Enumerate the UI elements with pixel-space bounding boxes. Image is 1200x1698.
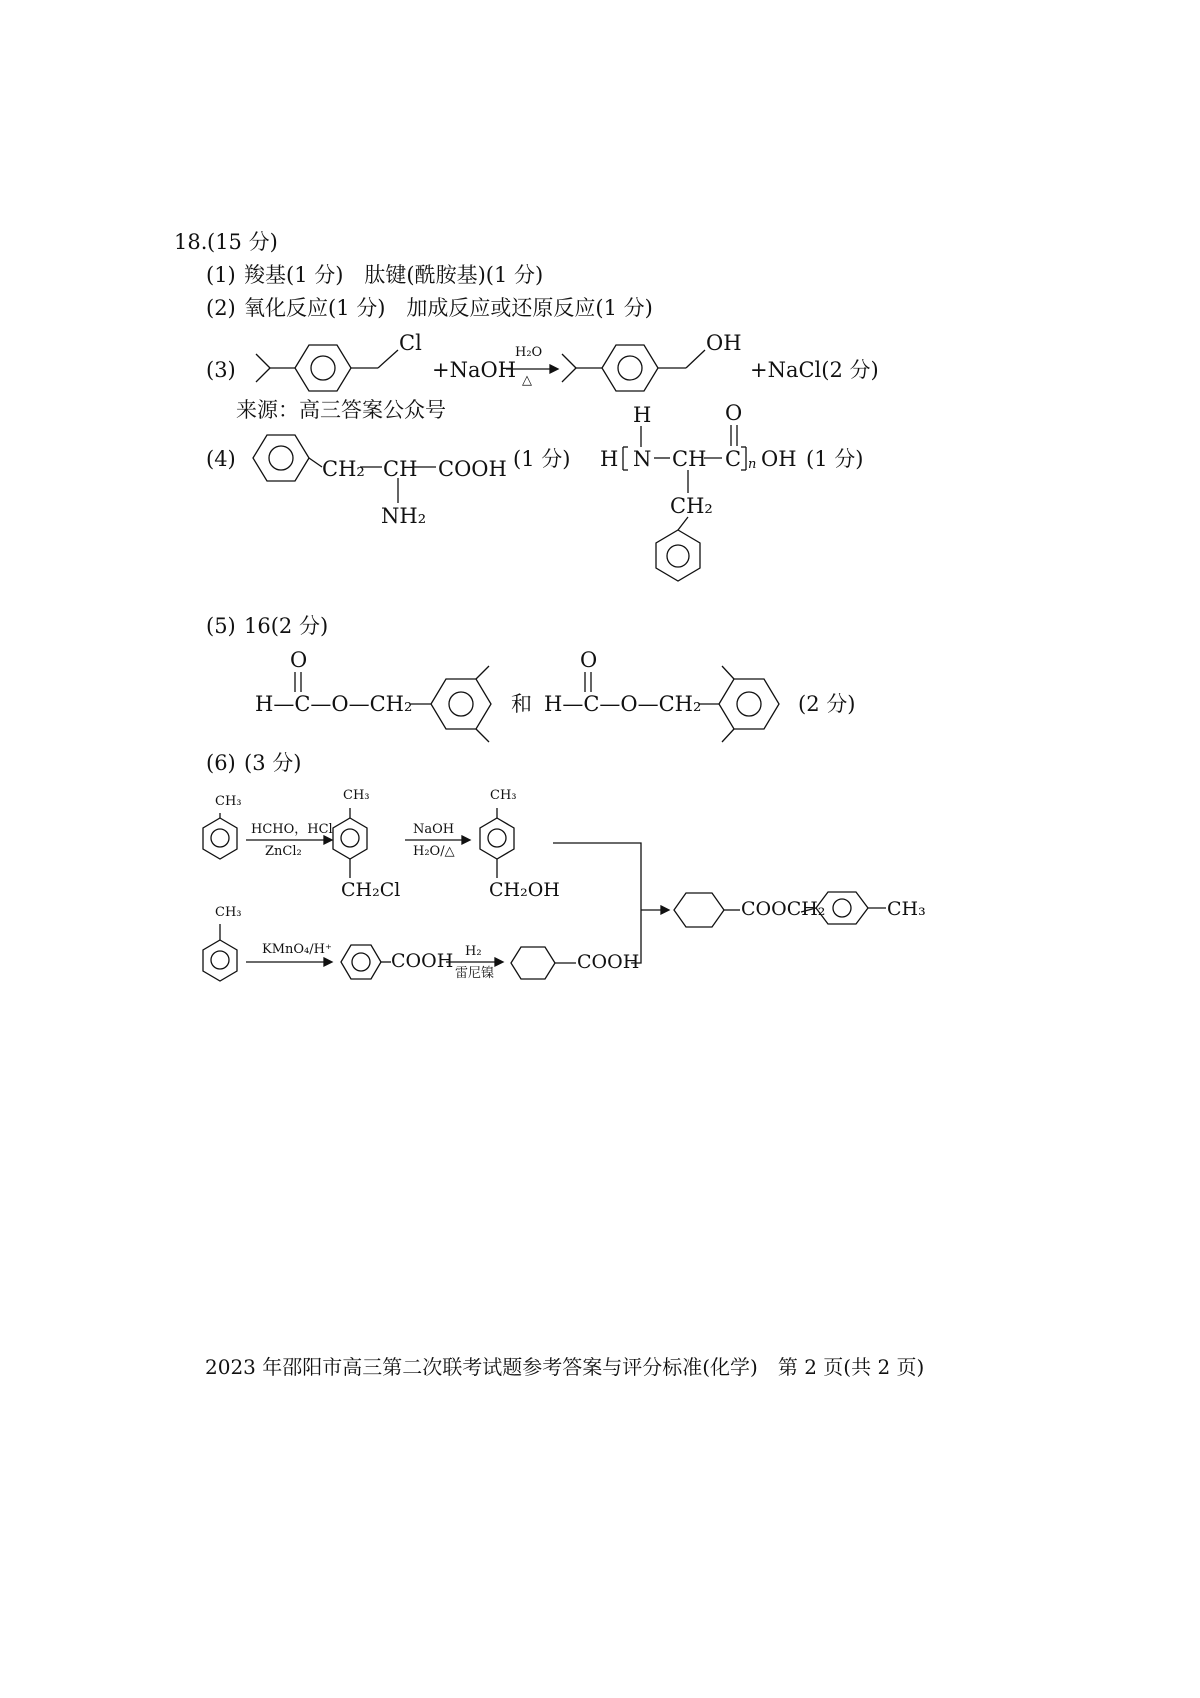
part-4-ch2-side: CH₂ <box>670 494 713 518</box>
part-3-product: +NaCl(2 分) <box>750 358 879 382</box>
part-5-count: 16(2 分) <box>244 614 329 638</box>
part-6-score: (3 分) <box>244 751 302 775</box>
part-3-cl: Cl <box>399 331 422 355</box>
part-6-final-ch3: CH₃ <box>887 898 926 920</box>
part-5-o-1: O <box>290 648 308 672</box>
part-4-ch-poly: CH <box>672 447 707 471</box>
part-3-reagent: +NaOH <box>432 358 517 382</box>
part-5-ester-1: H—C—O—CH₂ <box>255 692 413 716</box>
part-6-condition-a-top: HCHO，HCl <box>251 822 333 837</box>
part-6-ch3-d: CH₃ <box>215 905 242 920</box>
part-5-o-2: O <box>580 648 598 672</box>
part-3-label: (3) <box>206 358 236 382</box>
part-4-n: N <box>633 447 652 471</box>
question-points: (15 分) <box>207 230 278 254</box>
part-6-final-ester: COOCH₂ <box>741 898 826 920</box>
part-4-cooh: COOH <box>438 457 507 481</box>
part-4-score-2: (1 分) <box>806 447 864 471</box>
part-6-label: (6) <box>206 751 236 775</box>
part-6-condition-a-bottom: ZnCl₂ <box>265 844 302 859</box>
part-4-label: (4) <box>206 447 236 471</box>
part-6-ch3-b: CH₃ <box>343 788 370 803</box>
part-3-condition-top: H₂O <box>515 345 543 360</box>
part-5-label: (5) <box>206 614 236 638</box>
part-4-oh: OH <box>761 447 797 471</box>
part-6-cooh-1: COOH <box>391 950 454 972</box>
part-4-score-1: (1 分) <box>513 447 571 471</box>
part-4-h-top: H <box>633 403 652 427</box>
part-4-n-subscript: n <box>748 457 757 472</box>
part-6-ch2cl: CH₂Cl <box>341 879 401 901</box>
question-number: 18. <box>174 230 208 254</box>
part-1-label: (1) <box>206 263 236 287</box>
part-6-condition-b-bottom: H₂O/△ <box>413 844 455 859</box>
part-4-nh2: NH₂ <box>381 504 427 528</box>
part-4-h-left: H <box>600 447 619 471</box>
part-2-text: 氧化反应(1 分) 加成反应或还原反应(1 分) <box>244 296 653 320</box>
part-1-text: 羧基(1 分) 肽键(酰胺基)(1 分) <box>244 263 544 287</box>
page-footer: 2023 年邵阳市高三第二次联考试题参考答案与评分标准(化学) 第 2 页(共 2 页) <box>205 1355 925 1379</box>
part-4-o-top: O <box>725 401 743 425</box>
part-4-ch2: CH₂ <box>322 457 365 481</box>
part-4-ch: CH <box>383 457 418 481</box>
part-3-oh: OH <box>706 331 742 355</box>
part-5-and: 和 <box>511 692 532 716</box>
part-4-c: C <box>725 447 742 471</box>
part-6-condition-d-bottom: 雷尼镍 <box>455 966 495 981</box>
part-6-cooh-2: COOH <box>577 951 640 973</box>
part-6-ch2oh: CH₂OH <box>489 879 560 901</box>
source-note: 来源：高三答案公众号 <box>236 398 446 422</box>
part-5-ester-2: H—C—O—CH₂ <box>544 692 702 716</box>
part-6-ch3-c: CH₃ <box>490 788 517 803</box>
part-3-condition-bottom: △ <box>522 373 532 388</box>
part-6-condition-c-top: KMnO₄/H⁺ <box>262 942 332 957</box>
part-6-condition-b-top: NaOH <box>413 822 455 837</box>
part-6-ch3-a: CH₃ <box>215 794 242 809</box>
part-2-label: (2) <box>206 296 236 320</box>
part-6-condition-d-top: H₂ <box>465 944 482 959</box>
part-5-score: (2 分) <box>798 692 856 716</box>
